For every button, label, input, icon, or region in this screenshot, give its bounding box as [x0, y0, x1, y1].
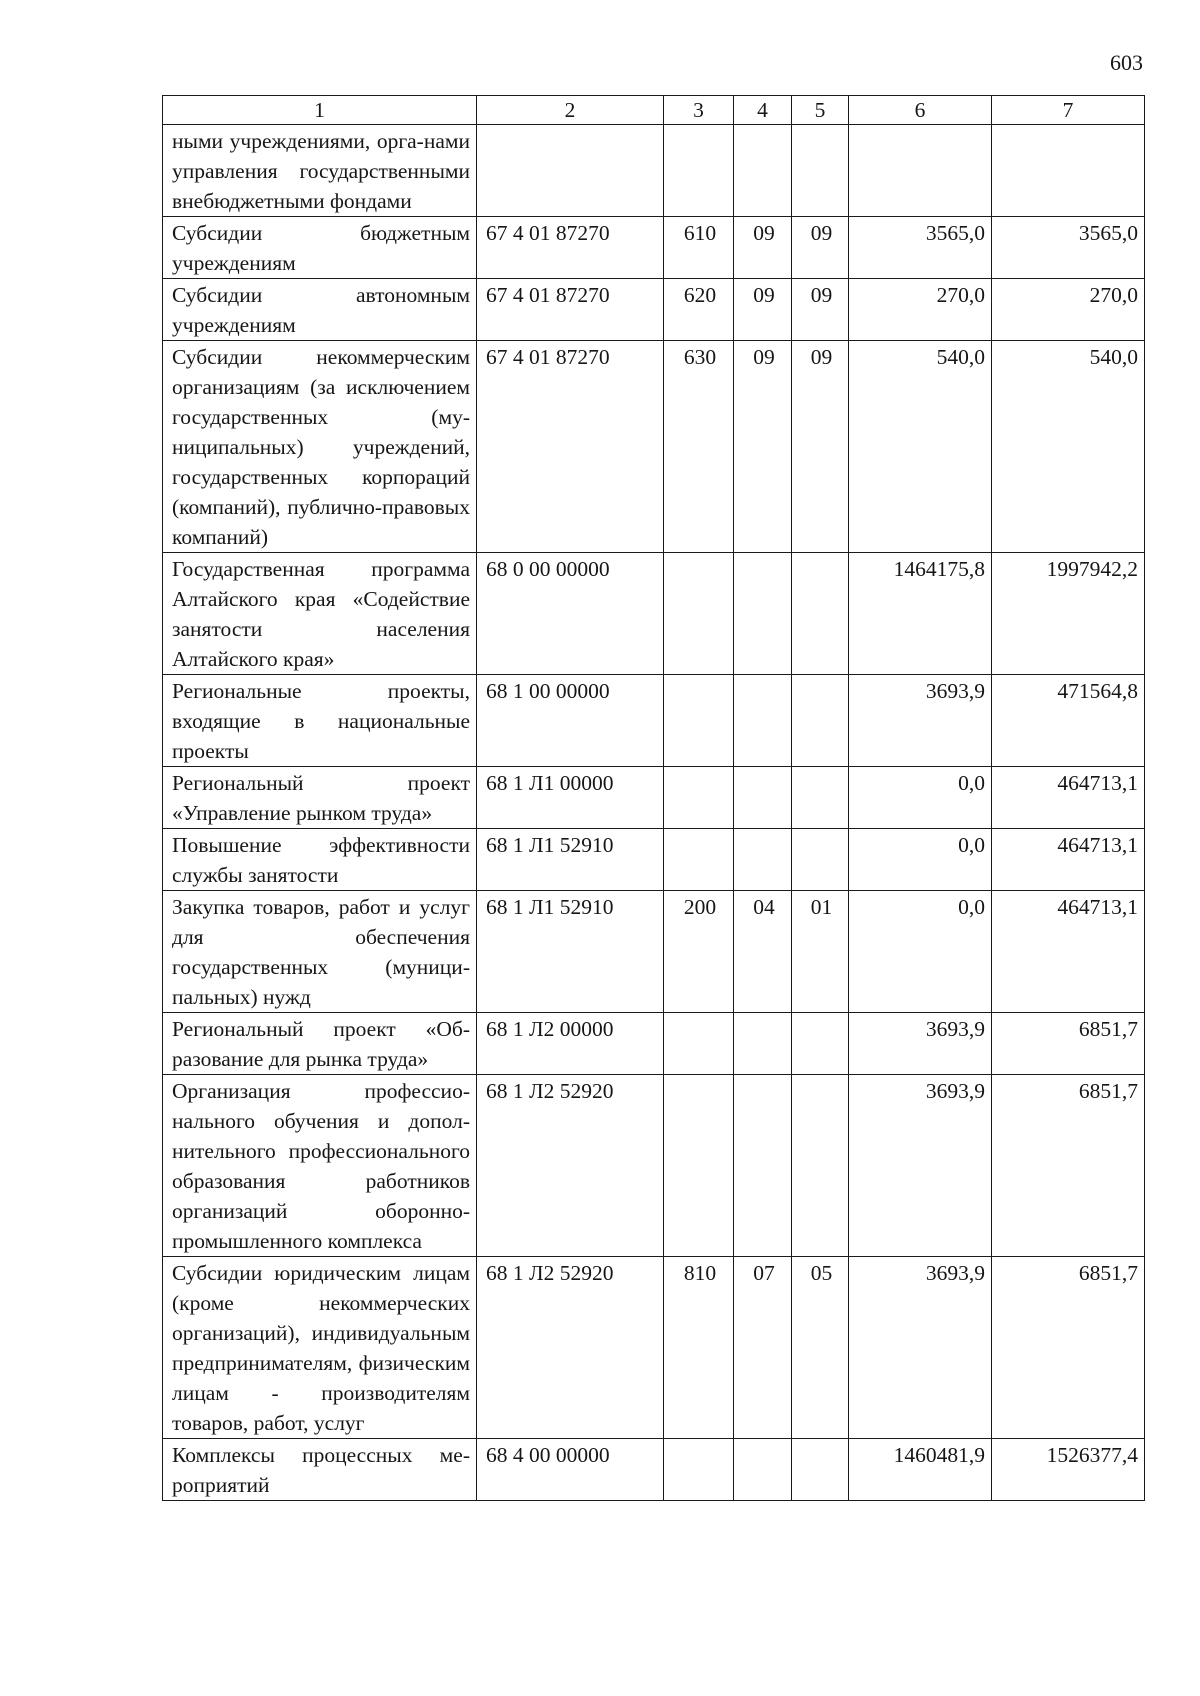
row-sum1-cell: 3693,9 — [849, 1075, 992, 1257]
row-name-cell: Повышение эффективности службы занятости — [163, 829, 477, 891]
row-vr-cell — [664, 125, 734, 217]
column-header: 6 — [849, 96, 992, 125]
row-name-cell: Государственная программа Алтайского края «Содействие занятости населения Алтайского края» — [163, 553, 477, 675]
row-sum1-cell: 0,0 — [849, 829, 992, 891]
row-pr-cell: 05 — [792, 1257, 849, 1439]
row-name-cell: Организация профессионального обучения и дополнительного профессионального образования работников организаций оборонно-промышленного комплекса — [163, 1075, 477, 1257]
row-sum1-cell: 3693,9 — [849, 675, 992, 767]
table-row — [163, 767, 1145, 829]
row-vr-cell: 200 — [664, 891, 734, 1013]
row-name-cell: Субсидии бюджетным учреждениям — [163, 217, 477, 279]
column-header: 4 — [734, 96, 792, 125]
row-code-cell: 68 1 Л2 52920 — [477, 1257, 664, 1439]
page-number: 603 — [1110, 50, 1143, 75]
row-sum1-cell — [849, 125, 992, 217]
row-sum1-cell: 0,0 — [849, 767, 992, 829]
column-header: 7 — [992, 96, 1145, 125]
row-sum2-cell: 6851,7 — [992, 1075, 1145, 1257]
budget-table — [162, 95, 1145, 1501]
table-row — [163, 217, 1145, 279]
row-vr-cell — [664, 1013, 734, 1075]
row-vr-cell: 810 — [664, 1257, 734, 1439]
row-name-cell: Комплексы процессных мероприятий — [163, 1439, 477, 1501]
table-row — [163, 125, 1145, 217]
column-header: 3 — [664, 96, 734, 125]
row-sum1-cell: 0,0 — [849, 891, 992, 1013]
row-vr-cell: 620 — [664, 279, 734, 341]
table-row — [163, 279, 1145, 341]
table-row — [163, 1075, 1145, 1257]
row-rz-cell: 09 — [734, 217, 792, 279]
row-rz-cell — [734, 767, 792, 829]
row-code-cell — [477, 125, 664, 217]
row-name-cell: Региональный проект «Управление рынком труда» — [163, 767, 477, 829]
row-sum2-cell — [992, 125, 1145, 217]
row-sum1-cell: 3693,9 — [849, 1013, 992, 1075]
table-row — [163, 553, 1145, 675]
row-sum1-cell: 1464175,8 — [849, 553, 992, 675]
row-pr-cell — [792, 767, 849, 829]
row-sum1-cell: 3565,0 — [849, 217, 992, 279]
column-header: 1 — [163, 96, 477, 125]
table-row — [163, 891, 1145, 1013]
row-name-cell: Субсидии юридическим лицам (кроме некоммерческих организаций), индивидуальным предпринимателям, физическим лицам - производителям товаров, работ, услуг — [163, 1257, 477, 1439]
row-vr-cell — [664, 829, 734, 891]
table-row — [163, 1439, 1145, 1501]
row-sum2-cell: 1997942,2 — [992, 553, 1145, 675]
column-header: 5 — [792, 96, 849, 125]
row-sum2-cell: 6851,7 — [992, 1013, 1145, 1075]
row-name-cell: ными учреждениями, орга-нами управления государственными внебюджетными фондами — [163, 125, 477, 217]
row-name-cell: Региональные проекты, входящие в национальные проекты — [163, 675, 477, 767]
row-sum2-cell: 471564,8 — [992, 675, 1145, 767]
row-code-cell: 68 4 00 00000 — [477, 1439, 664, 1501]
row-pr-cell: 09 — [792, 279, 849, 341]
table-row — [163, 675, 1145, 767]
row-vr-cell — [664, 1075, 734, 1257]
table-row — [163, 829, 1145, 891]
row-code-cell: 68 1 Л1 52910 — [477, 829, 664, 891]
row-sum2-cell: 464713,1 — [992, 767, 1145, 829]
row-rz-cell — [734, 1075, 792, 1257]
row-sum2-cell: 6851,7 — [992, 1257, 1145, 1439]
row-pr-cell: 01 — [792, 891, 849, 1013]
row-sum1-cell: 270,0 — [849, 279, 992, 341]
row-rz-cell — [734, 553, 792, 675]
row-pr-cell — [792, 1439, 849, 1501]
row-rz-cell — [734, 1439, 792, 1501]
row-code-cell: 68 1 Л1 00000 — [477, 767, 664, 829]
table-row — [163, 1013, 1145, 1075]
row-rz-cell: 09 — [734, 341, 792, 553]
row-code-cell: 68 0 00 00000 — [477, 553, 664, 675]
row-rz-cell: 07 — [734, 1257, 792, 1439]
row-pr-cell — [792, 553, 849, 675]
row-code-cell: 67 4 01 87270 — [477, 341, 664, 553]
row-sum2-cell: 464713,1 — [992, 829, 1145, 891]
row-sum2-cell: 464713,1 — [992, 891, 1145, 1013]
table-row — [163, 341, 1145, 553]
row-pr-cell — [792, 1075, 849, 1257]
row-pr-cell — [792, 1013, 849, 1075]
row-sum1-cell: 540,0 — [849, 341, 992, 553]
row-pr-cell — [792, 125, 849, 217]
row-vr-cell — [664, 675, 734, 767]
row-sum2-cell: 3565,0 — [992, 217, 1145, 279]
row-vr-cell: 610 — [664, 217, 734, 279]
row-rz-cell: 04 — [734, 891, 792, 1013]
column-header: 2 — [477, 96, 664, 125]
row-sum2-cell: 1526377,4 — [992, 1439, 1145, 1501]
row-code-cell: 67 4 01 87270 — [477, 217, 664, 279]
row-vr-cell — [664, 553, 734, 675]
row-code-cell: 68 1 Л2 52920 — [477, 1075, 664, 1257]
row-code-cell: 67 4 01 87270 — [477, 279, 664, 341]
table-row — [163, 1257, 1145, 1439]
row-name-cell: Субсидии некоммерческим организациям (за исключением государственных (муниципальных) учреждений, государственных корпораций (компаний), публично-правовых компаний) — [163, 341, 477, 553]
row-rz-cell — [734, 125, 792, 217]
row-name-cell: Субсидии автономным учреждениям — [163, 279, 477, 341]
row-pr-cell: 09 — [792, 217, 849, 279]
row-sum1-cell: 1460481,9 — [849, 1439, 992, 1501]
row-vr-cell — [664, 767, 734, 829]
row-vr-cell: 630 — [664, 341, 734, 553]
row-pr-cell — [792, 829, 849, 891]
row-rz-cell — [734, 675, 792, 767]
row-name-cell: Региональный проект «Образование для рынка труда» — [163, 1013, 477, 1075]
header-row — [163, 96, 1145, 125]
row-pr-cell — [792, 675, 849, 767]
row-rz-cell — [734, 1013, 792, 1075]
row-sum2-cell: 270,0 — [992, 279, 1145, 341]
row-sum2-cell: 540,0 — [992, 341, 1145, 553]
row-name-cell: Закупка товаров, работ и услуг для обеспечения государственных (муниципальных) нужд — [163, 891, 477, 1013]
row-code-cell: 68 1 Л2 00000 — [477, 1013, 664, 1075]
row-vr-cell — [664, 1439, 734, 1501]
row-rz-cell — [734, 829, 792, 891]
row-code-cell: 68 1 Л1 52910 — [477, 891, 664, 1013]
row-code-cell: 68 1 00 00000 — [477, 675, 664, 767]
row-rz-cell: 09 — [734, 279, 792, 341]
row-sum1-cell: 3693,9 — [849, 1257, 992, 1439]
row-pr-cell: 09 — [792, 341, 849, 553]
